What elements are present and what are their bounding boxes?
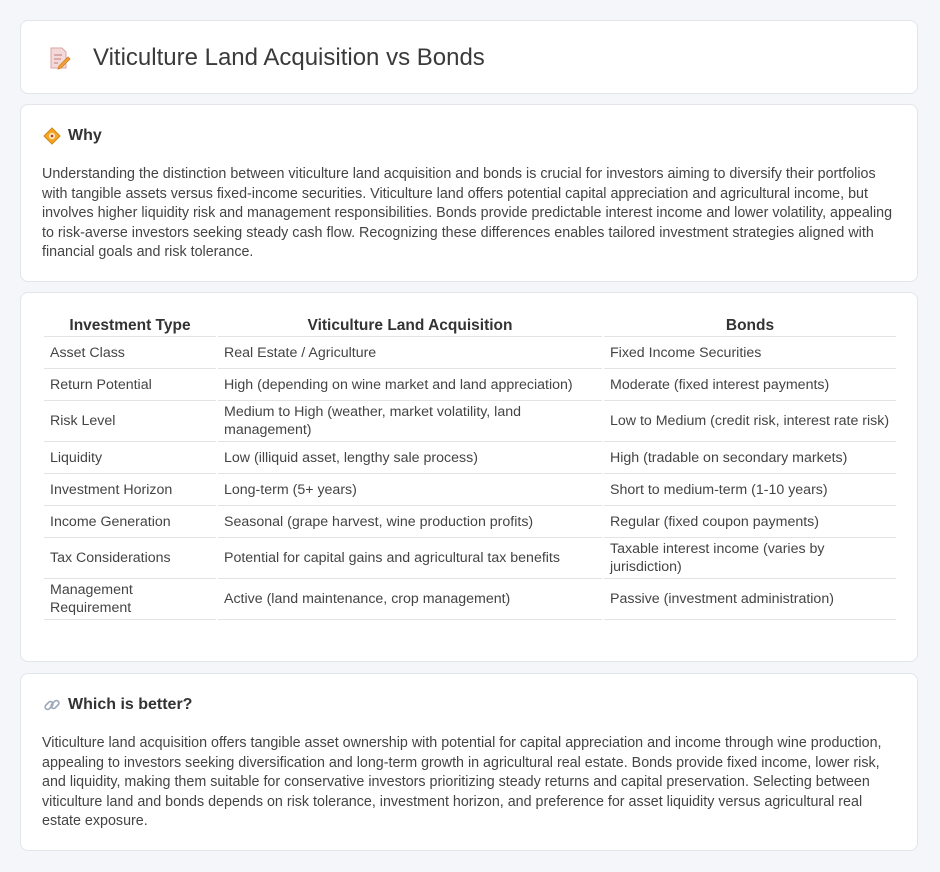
table-cell: Seasonal (grape harvest, wine production profits) bbox=[218, 506, 602, 538]
column-header: Viticulture Land Acquisition bbox=[218, 314, 602, 337]
comparison-table bbox=[42, 314, 898, 620]
table-cell: Active (land maintenance, crop management) bbox=[218, 579, 602, 620]
why-header bbox=[43, 127, 102, 145]
which-better-section bbox=[20, 673, 918, 851]
table-cell: High (tradable on secondary markets) bbox=[604, 442, 896, 474]
table-row bbox=[44, 506, 896, 538]
table-cell: Fixed Income Securities bbox=[604, 337, 896, 369]
table-header-row bbox=[44, 314, 896, 337]
page-title: Viticulture Land Acquisition vs Bonds bbox=[93, 44, 485, 71]
table-cell: Asset Class bbox=[44, 337, 216, 369]
why-text: Understanding the distinction between viticulture land acquisition and bonds is crucial for investors aiming to diversify their portfolios with tangible assets versus fixed-income securities. Viticulture land offers potential capital appreciation and agricultural income, but involves higher liquidity risk and management responsibilities. Bonds provide predictable interest income and lower volatility, appealing to risk-averse investors seeking steady cash flow. Recognizing these differences enables tailored investment strategies aligned with financial goals and risk tolerance. bbox=[42, 166, 893, 261]
table-row bbox=[44, 369, 896, 401]
table-cell: Investment Horizon bbox=[44, 474, 216, 506]
table-cell: Moderate (fixed interest payments) bbox=[604, 369, 896, 401]
diamond-icon bbox=[43, 127, 61, 145]
table-cell: Risk Level bbox=[44, 401, 216, 442]
comparison-section bbox=[20, 292, 918, 662]
table-cell: Income Generation bbox=[44, 506, 216, 538]
document-pencil-icon bbox=[47, 45, 71, 71]
why-title: Why bbox=[68, 127, 102, 144]
table-cell: Long-term (5+ years) bbox=[218, 474, 602, 506]
table-row bbox=[44, 474, 896, 506]
table-cell: Taxable interest income (varies by jurisdiction) bbox=[604, 538, 896, 579]
table-row bbox=[44, 538, 896, 579]
table-cell: Tax Considerations bbox=[44, 538, 216, 579]
table-row bbox=[44, 337, 896, 369]
table-row bbox=[44, 401, 896, 442]
why-section bbox=[20, 104, 918, 282]
table-cell: Real Estate / Agriculture bbox=[218, 337, 602, 369]
link-icon bbox=[43, 696, 61, 714]
table-cell: Liquidity bbox=[44, 442, 216, 474]
better-header bbox=[43, 696, 192, 714]
column-header: Bonds bbox=[604, 314, 896, 337]
better-title: Which is better? bbox=[68, 696, 193, 713]
title-card bbox=[20, 20, 918, 94]
column-header: Investment Type bbox=[44, 314, 216, 337]
table-cell: High (depending on wine market and land appreciation) bbox=[218, 369, 602, 401]
better-text: Viticulture land acquisition offers tangible asset ownership with potential for capital appreciation and income through wine production, appealing to investors seeking diversification and long-term growth in agricultural real estate. Bonds provide fixed income, lower risk, and liquidity, making them suitable for conservative investors prioritizing steady returns and capital preservation. Selecting between viticulture land and bonds depends on risk tolerance, investment horizon, and preference for asset liquidity versus agricultural real estate exposure. bbox=[42, 735, 882, 830]
table-cell: Passive (investment administration) bbox=[604, 579, 896, 620]
table-cell: Return Potential bbox=[44, 369, 216, 401]
table-cell: Management Requirement bbox=[44, 579, 216, 620]
table-cell: Regular (fixed coupon payments) bbox=[604, 506, 896, 538]
table-cell: Short to medium-term (1-10 years) bbox=[604, 474, 896, 506]
table-cell: Low (illiquid asset, lengthy sale process) bbox=[218, 442, 602, 474]
table-cell: Medium to High (weather, market volatility, land management) bbox=[218, 401, 602, 442]
table-row bbox=[44, 442, 896, 474]
table-cell: Low to Medium (credit risk, interest rate risk) bbox=[604, 401, 896, 442]
table-cell: Potential for capital gains and agricultural tax benefits bbox=[218, 538, 602, 579]
table-row bbox=[44, 579, 896, 620]
